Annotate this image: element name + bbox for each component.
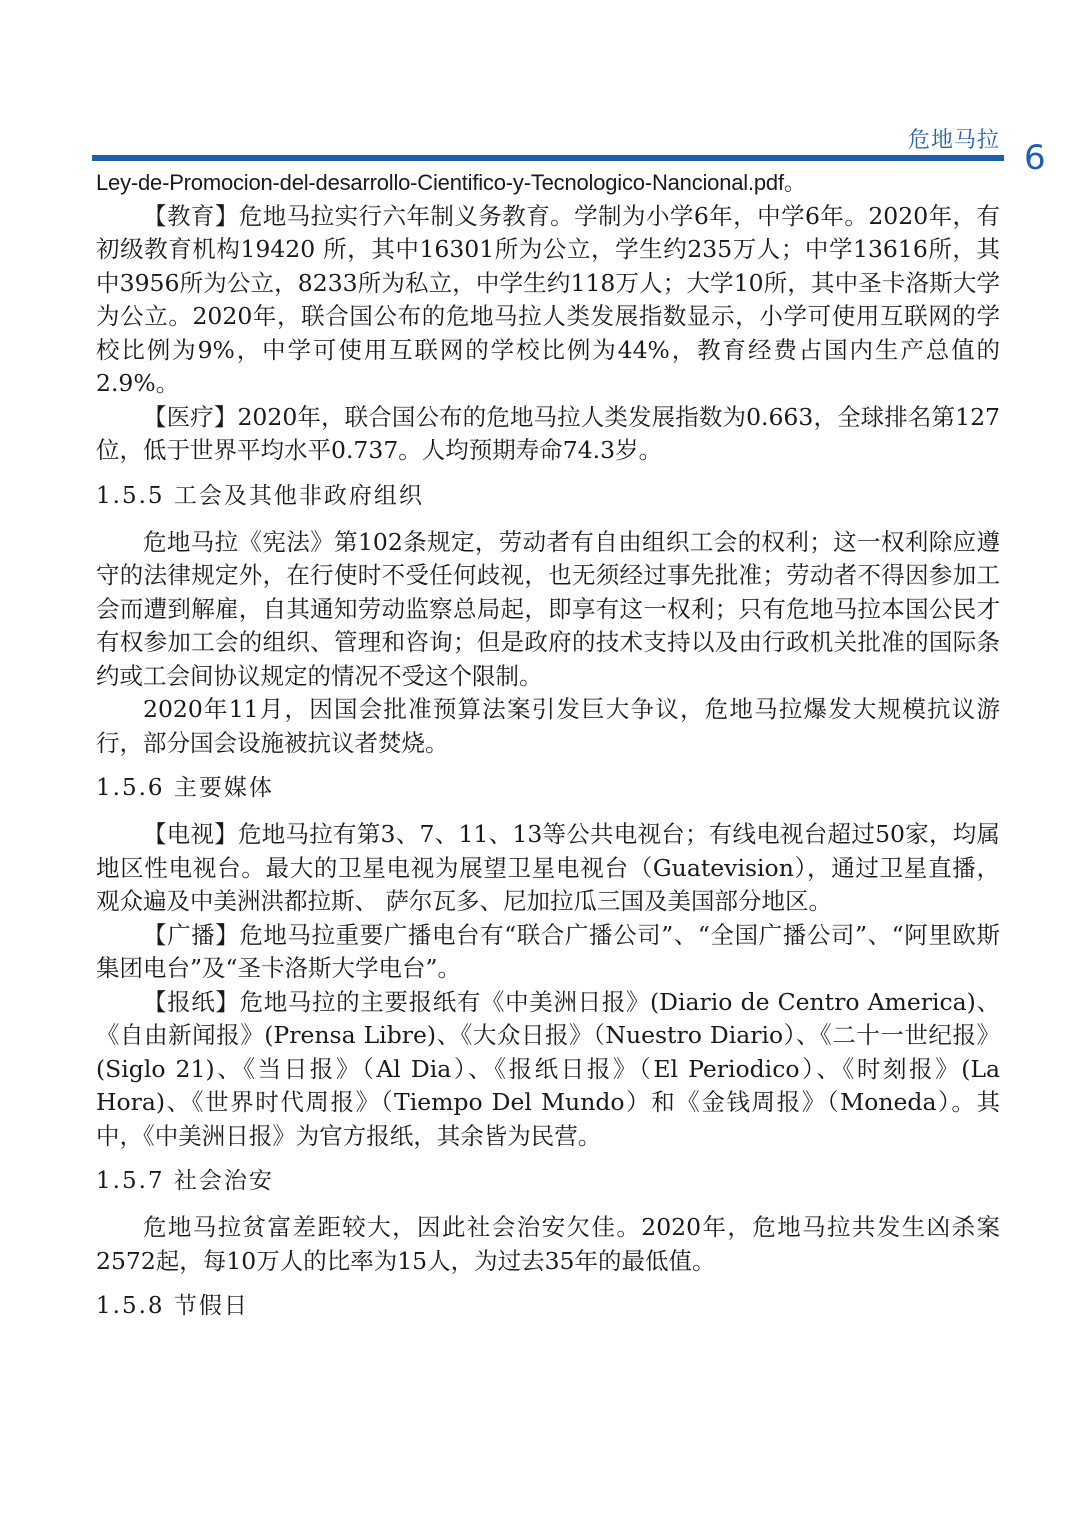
section-heading-1-5-6: 1.5.6 主要媒体 [96, 775, 274, 801]
section-heading-1-5-7: 1.5.7 社会治安 [96, 1168, 274, 1194]
paragraph-url-tail: Ley-de-Promocion-del-desarrollo-Cientifico-y-Tecnologico-Nancional.pdf。 [96, 170, 806, 195]
section-heading-1-5-5: 1.5.5 工会及其他非政府组织 [96, 482, 424, 509]
paragraph-union-protest: 2020年11月，因国会批准预算法案引发巨大争议，危地马拉爆发大规模抗议游行，部分国会设施被抗议者焚烧。 [96, 695, 1000, 757]
section-heading-1-5-8: 1.5.8 节假日 [96, 1293, 249, 1319]
page-header [0, 0, 1080, 180]
paragraph-medical: 【医疗】2020年，联合国公布的危地马拉人类发展指数为0.663，全球排名第127位，低于世界平均水平0.737。人均预期寿命74.3岁。 [96, 402, 1000, 464]
header-rule [92, 155, 1004, 161]
page-number: 6 [1024, 138, 1046, 178]
page-body [96, 166, 1000, 1336]
paragraph-security: 危地马拉贫富差距较大，因此社会治安欠佳。2020年，危地马拉共发生凶杀案2572起，每10万人的比率为15人，为过去35年的最低值。 [96, 1213, 1000, 1275]
paragraph-education: 【教育】危地马拉实行六年制义务教育。学制为小学6年，中学6年。2020年，有初级教育机构19420 所，其中16301所为公立，学生约235万人；中学13616所，其中3956所为公立，8233所为私立，中学生约118万人；大学10所，其中圣卡洛斯大学为公立。2020年，联合国公布的危地马拉人类发展指数显示，小学可使用互联网的学校比例为9%，中学可使用互联网的学校比例为44%，教育经费占国内生产总值的2.9%。 [96, 201, 1000, 397]
paragraph-tv: 【电视】危地马拉有第3、7、11、13等公共电视台；有线电视台超过50家，均属地区性电视台。最大的卫星电视为展望卫星电视台（Guatevision），通过卫星直播，观众遍及中美洲洪都拉斯、 萨尔瓦多、尼加拉瓜三国及美国部分地区。 [96, 820, 1000, 915]
paragraph-newspaper: 【报纸】危地马拉的主要报纸有《中美洲日报》(Diario de Centro America)、《自由新闻报》(Prensa Libre)、《大众日报》（Nuestro Diario）、《二十一世纪报》(Siglo 21)、《当日报》（Al Dia）、《报纸日报》（El Periodico）、《时刻报》(La Hora)、《世界时代周报》（Tiempo Del Mundo）和《金钱周报》（Moneda）。其中，《中美洲日报》为官方报纸，其余皆为民营。 [96, 987, 1000, 1150]
paragraph-union-law: 危地马拉《宪法》第102条规定，劳动者有自由组织工会的权利；这一权利除应遵守的法律规定外，在行使时不受任何歧视，也无须经过事先批准；劳动者不得因参加工会而遭到解雇，自其通知劳动监察总局起，即享有这一权利；只有危地马拉本国公民才有权参加工会的组织、管理和咨询；但是政府的技术支持以及由行政机关批准的国际条约或工会间协议规定的情况不受这个限制。 [96, 527, 1000, 690]
paragraph-radio: 【广播】危地马拉重要广播电台有“联合广播公司”、“全国广播公司”、“阿里欧斯集团电台”及“圣卡洛斯大学电台”。 [96, 920, 1000, 982]
header-title: 危地马拉 [907, 128, 1000, 153]
